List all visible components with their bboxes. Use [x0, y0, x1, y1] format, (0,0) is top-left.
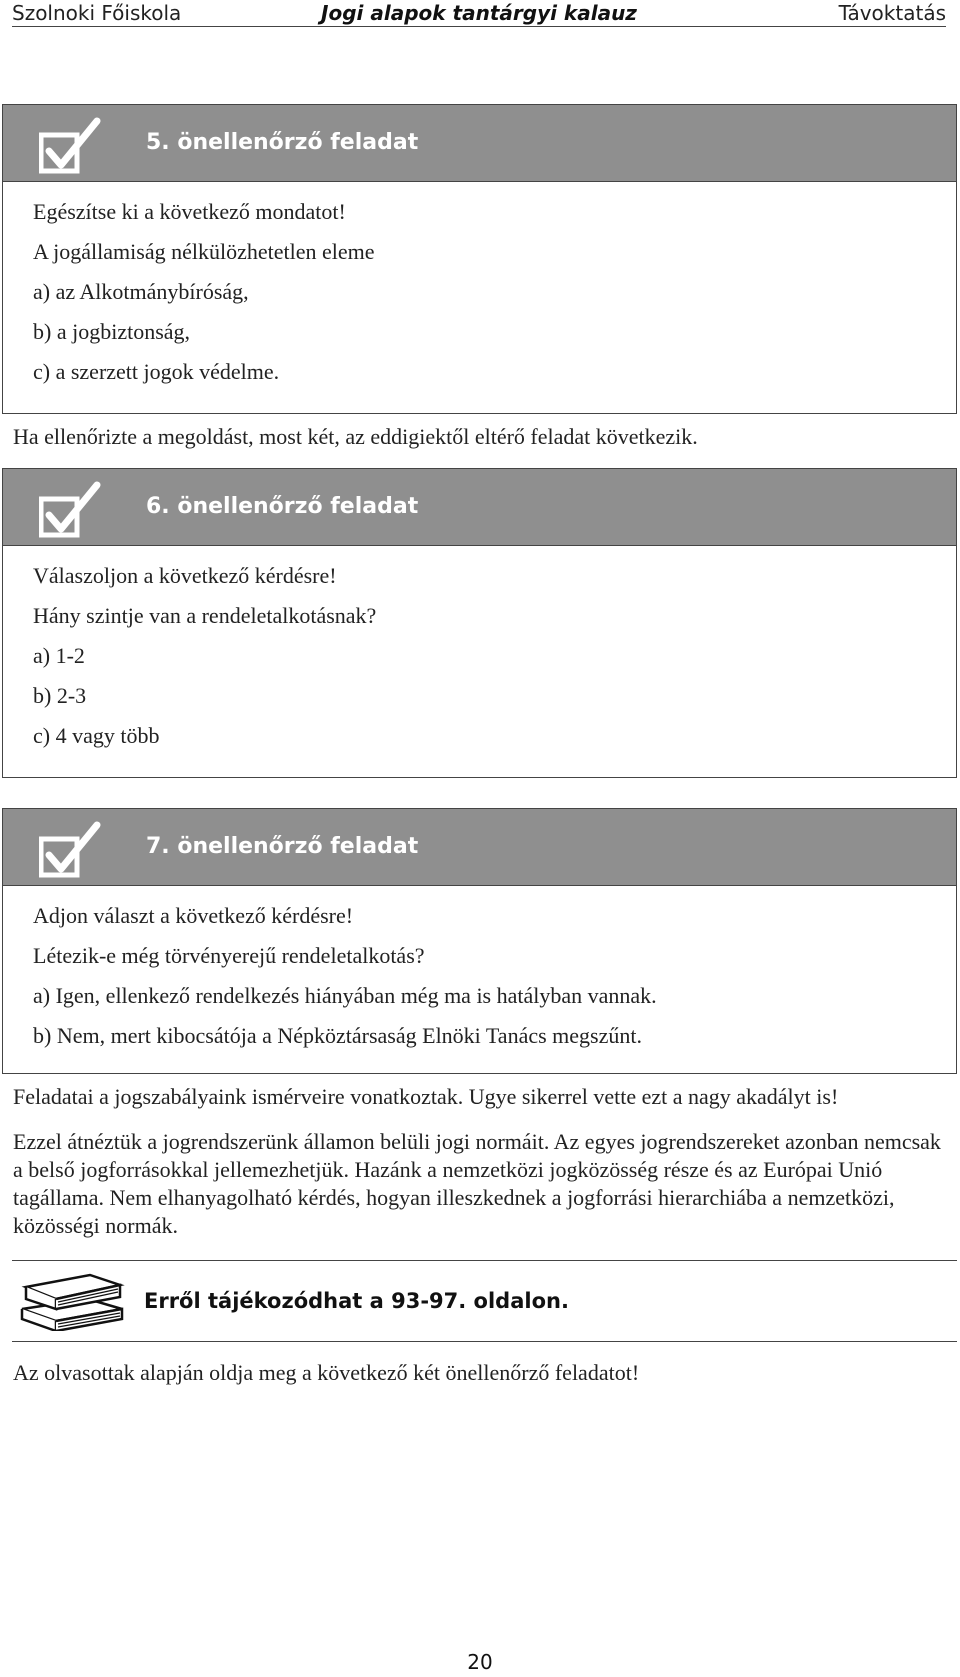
exercise-line: Válaszoljon a következő kérdésre! — [33, 563, 337, 588]
checkmark-icon — [39, 117, 103, 175]
exercise-6-body — [3, 546, 956, 756]
exercise-7-title: 7. önellenőrző feladat — [146, 834, 419, 859]
exercise-option: a) 1-2 — [33, 643, 85, 668]
exercise-line: Hány szintje van a rendeletalkotásnak? — [33, 603, 377, 628]
exercise-7-header — [3, 809, 956, 886]
feedback-text: Feladatai a jogszabályaink ismérveire vonatkoztak. Ugye sikerrel vette ezt a nagy akadályt is! — [13, 1084, 839, 1109]
transition-text: Ha ellenőrizte a megoldást, most két, az eddigiektől eltérő feladat következik. — [13, 424, 698, 449]
instruction-text: Az olvasottak alapján oldja meg a következő két önellenőrző feladatot! — [13, 1360, 640, 1385]
exercise-option: a) Igen, ellenkező rendelkezés hiányában még ma is hatályban vannak. — [33, 983, 657, 1008]
reference-text: Erről tájékozódhat a 93-97. oldalon. — [144, 1289, 569, 1313]
exercise-5-header — [3, 105, 956, 182]
page-number: 20 — [467, 1650, 493, 1674]
exercise-7-box — [2, 808, 957, 1074]
reference-callout — [12, 1260, 957, 1342]
page-header — [12, 0, 946, 27]
exercise-7-body — [3, 886, 956, 1056]
body-paragraph: Ezzel átnéztük a jogrendszerünk államon belüli jogi normáit. Az egyes jogrendszereket azonban nemcsak a belső jogforrásokkal jellemezhetjük. Hazánk a nemzetközi jogközösség része és az Európai Unió tagállama. Nem elhanyagolható kérdés, hogyan illeszkednek a jogforrási hierarchiába a nemzetközi, közösségi normák. — [13, 1129, 941, 1238]
exercise-5-box — [2, 104, 957, 414]
exercise-line: Adjon választ a következő kérdésre! — [33, 903, 354, 928]
book-icon — [18, 1269, 126, 1331]
exercise-5-body — [3, 182, 956, 392]
exercise-option: c) a szerzett jogok védelme. — [33, 359, 280, 384]
checkmark-icon — [39, 821, 103, 879]
checkmark-icon — [39, 481, 103, 539]
exercise-line: Egészítse ki a következő mondatot! — [33, 199, 346, 224]
exercise-option: b) 2-3 — [33, 683, 87, 708]
header-title: Jogi alapok tantárgyi kalauz — [321, 1, 637, 25]
exercise-6-box — [2, 468, 957, 778]
header-institution: Szolnoki Főiskola — [12, 1, 182, 25]
exercise-option: c) 4 vagy több — [33, 723, 160, 748]
exercise-line: A jogállamiság nélkülözhetetlen eleme — [33, 239, 375, 264]
exercise-6-header — [3, 469, 956, 546]
exercise-option: b) Nem, mert kibocsátója a Népköztársaság Elnöki Tanács megszűnt. — [33, 1023, 642, 1048]
exercise-option: b) a jogbiztonság, — [33, 319, 191, 344]
exercise-line: Létezik-e még törvényerejű rendeletalkotás? — [33, 943, 425, 968]
exercise-option: a) az Alkotmánybíróság, — [33, 279, 249, 304]
exercise-6-title: 6. önellenőrző feladat — [146, 494, 419, 519]
exercise-5-title: 5. önellenőrző feladat — [146, 130, 419, 155]
header-mode: Távoktatás — [838, 1, 946, 25]
